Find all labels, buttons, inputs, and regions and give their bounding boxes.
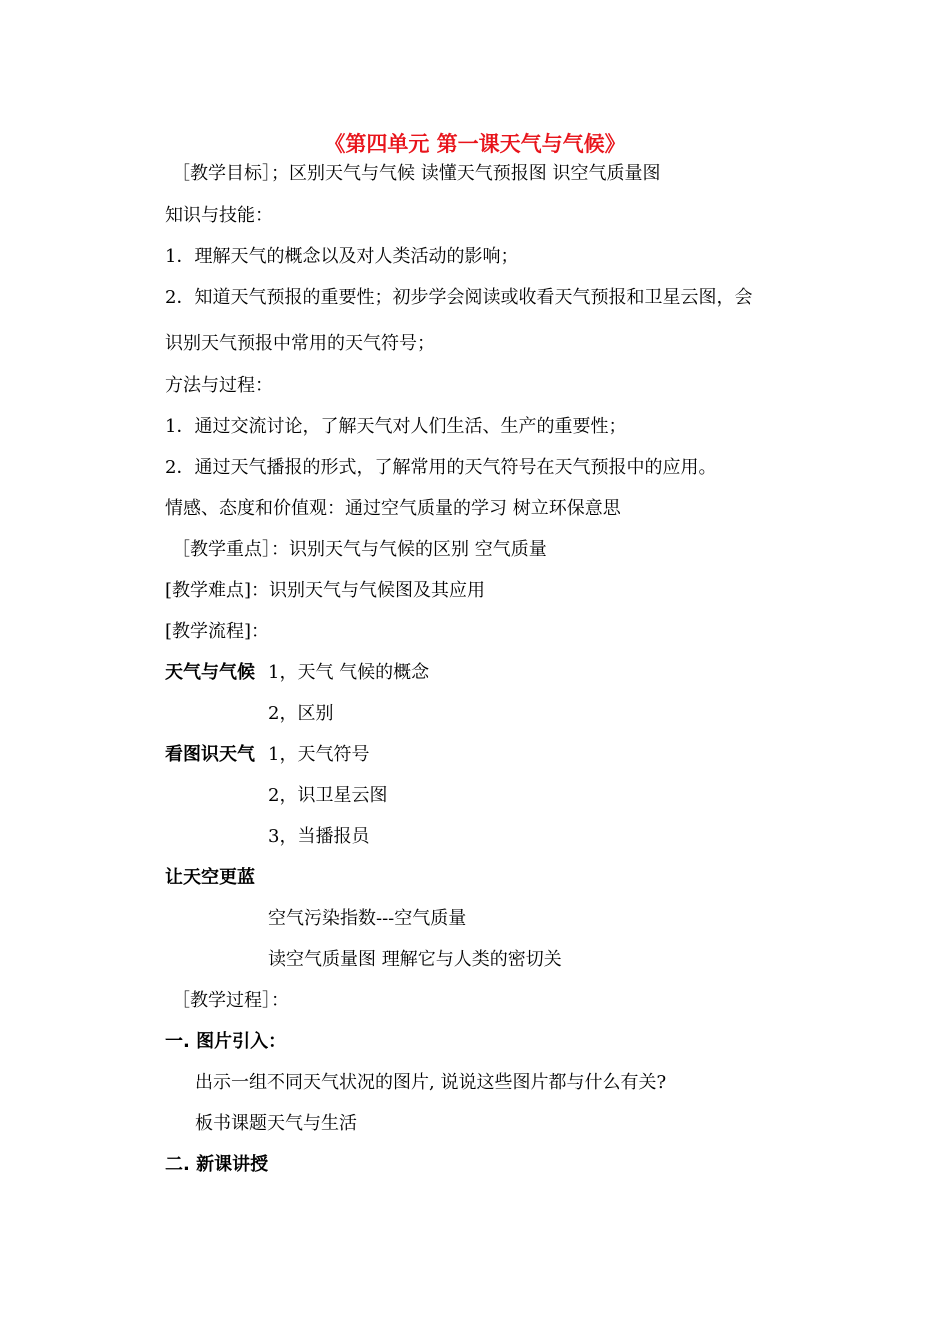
flow-3-label: 让天空更蓝 — [165, 867, 255, 888]
flow-heading: [教学流程]： — [165, 621, 270, 642]
section-1-paragraph-1: 出示一组不同天气状况的图片, 说说这些图片都与什么有关? — [195, 1072, 667, 1093]
emotion-values: 情感、态度和价值观：通过空气质量的学习 树立环保意思 — [165, 498, 621, 519]
flow-2-item-1: 1，天气符号 — [268, 744, 370, 765]
section-1-heading: 一. 图片引入： — [165, 1031, 287, 1052]
knowledge-item-1: 1．理解天气的概念以及对人类活动的影响； — [165, 246, 519, 267]
flow-2-label: 看图识天气 — [165, 744, 255, 765]
section-2-heading: 二. 新课讲授 — [165, 1154, 269, 1175]
flow-1-item-2: 2，区别 — [268, 703, 334, 724]
document-title: 《第四单元 第一课天气与气候》 — [324, 132, 626, 156]
flow-2-item-3: 3，当播报员 — [268, 826, 370, 847]
knowledge-heading: 知识与技能： — [165, 205, 273, 226]
teaching-objectives: ［教学目标］；区别天气与气候 读懂天气预报图 识空气质量图 — [172, 163, 661, 184]
method-item-1: 1．通过交流讨论，了解天气对人们生活、生产的重要性； — [165, 416, 627, 437]
flow-1-label: 天气与气候 — [165, 662, 255, 683]
section-1-paragraph-2: 板书课题天气与生活 — [195, 1113, 357, 1134]
method-item-2: 2．通过天气播报的形式，了解常用的天气符号在天气预报中的应用。 — [165, 457, 717, 478]
knowledge-item-2b: 识别天气预报中常用的天气符号； — [165, 333, 435, 354]
flow-3-item-1: 空气污染指数---空气质量 — [268, 908, 467, 929]
key-points: ［教学重点］：识别天气与气候的区别 空气质量 — [172, 539, 547, 560]
flow-3-item-2: 读空气质量图 理解它与人类的密切关 — [268, 949, 562, 970]
knowledge-item-2a: 2．知道天气预报的重要性；初步学会阅读或收看天气预报和卫星云图，会 — [165, 287, 753, 308]
method-heading: 方法与过程： — [165, 375, 273, 396]
difficulties: [教学难点]：识别天气与气候图及其应用 — [165, 580, 486, 601]
flow-2-item-2: 2，识卫星云图 — [268, 785, 388, 806]
process-heading: ［教学过程］： — [172, 990, 289, 1011]
flow-1-item-1: 1，天气 气候的概念 — [268, 662, 430, 683]
